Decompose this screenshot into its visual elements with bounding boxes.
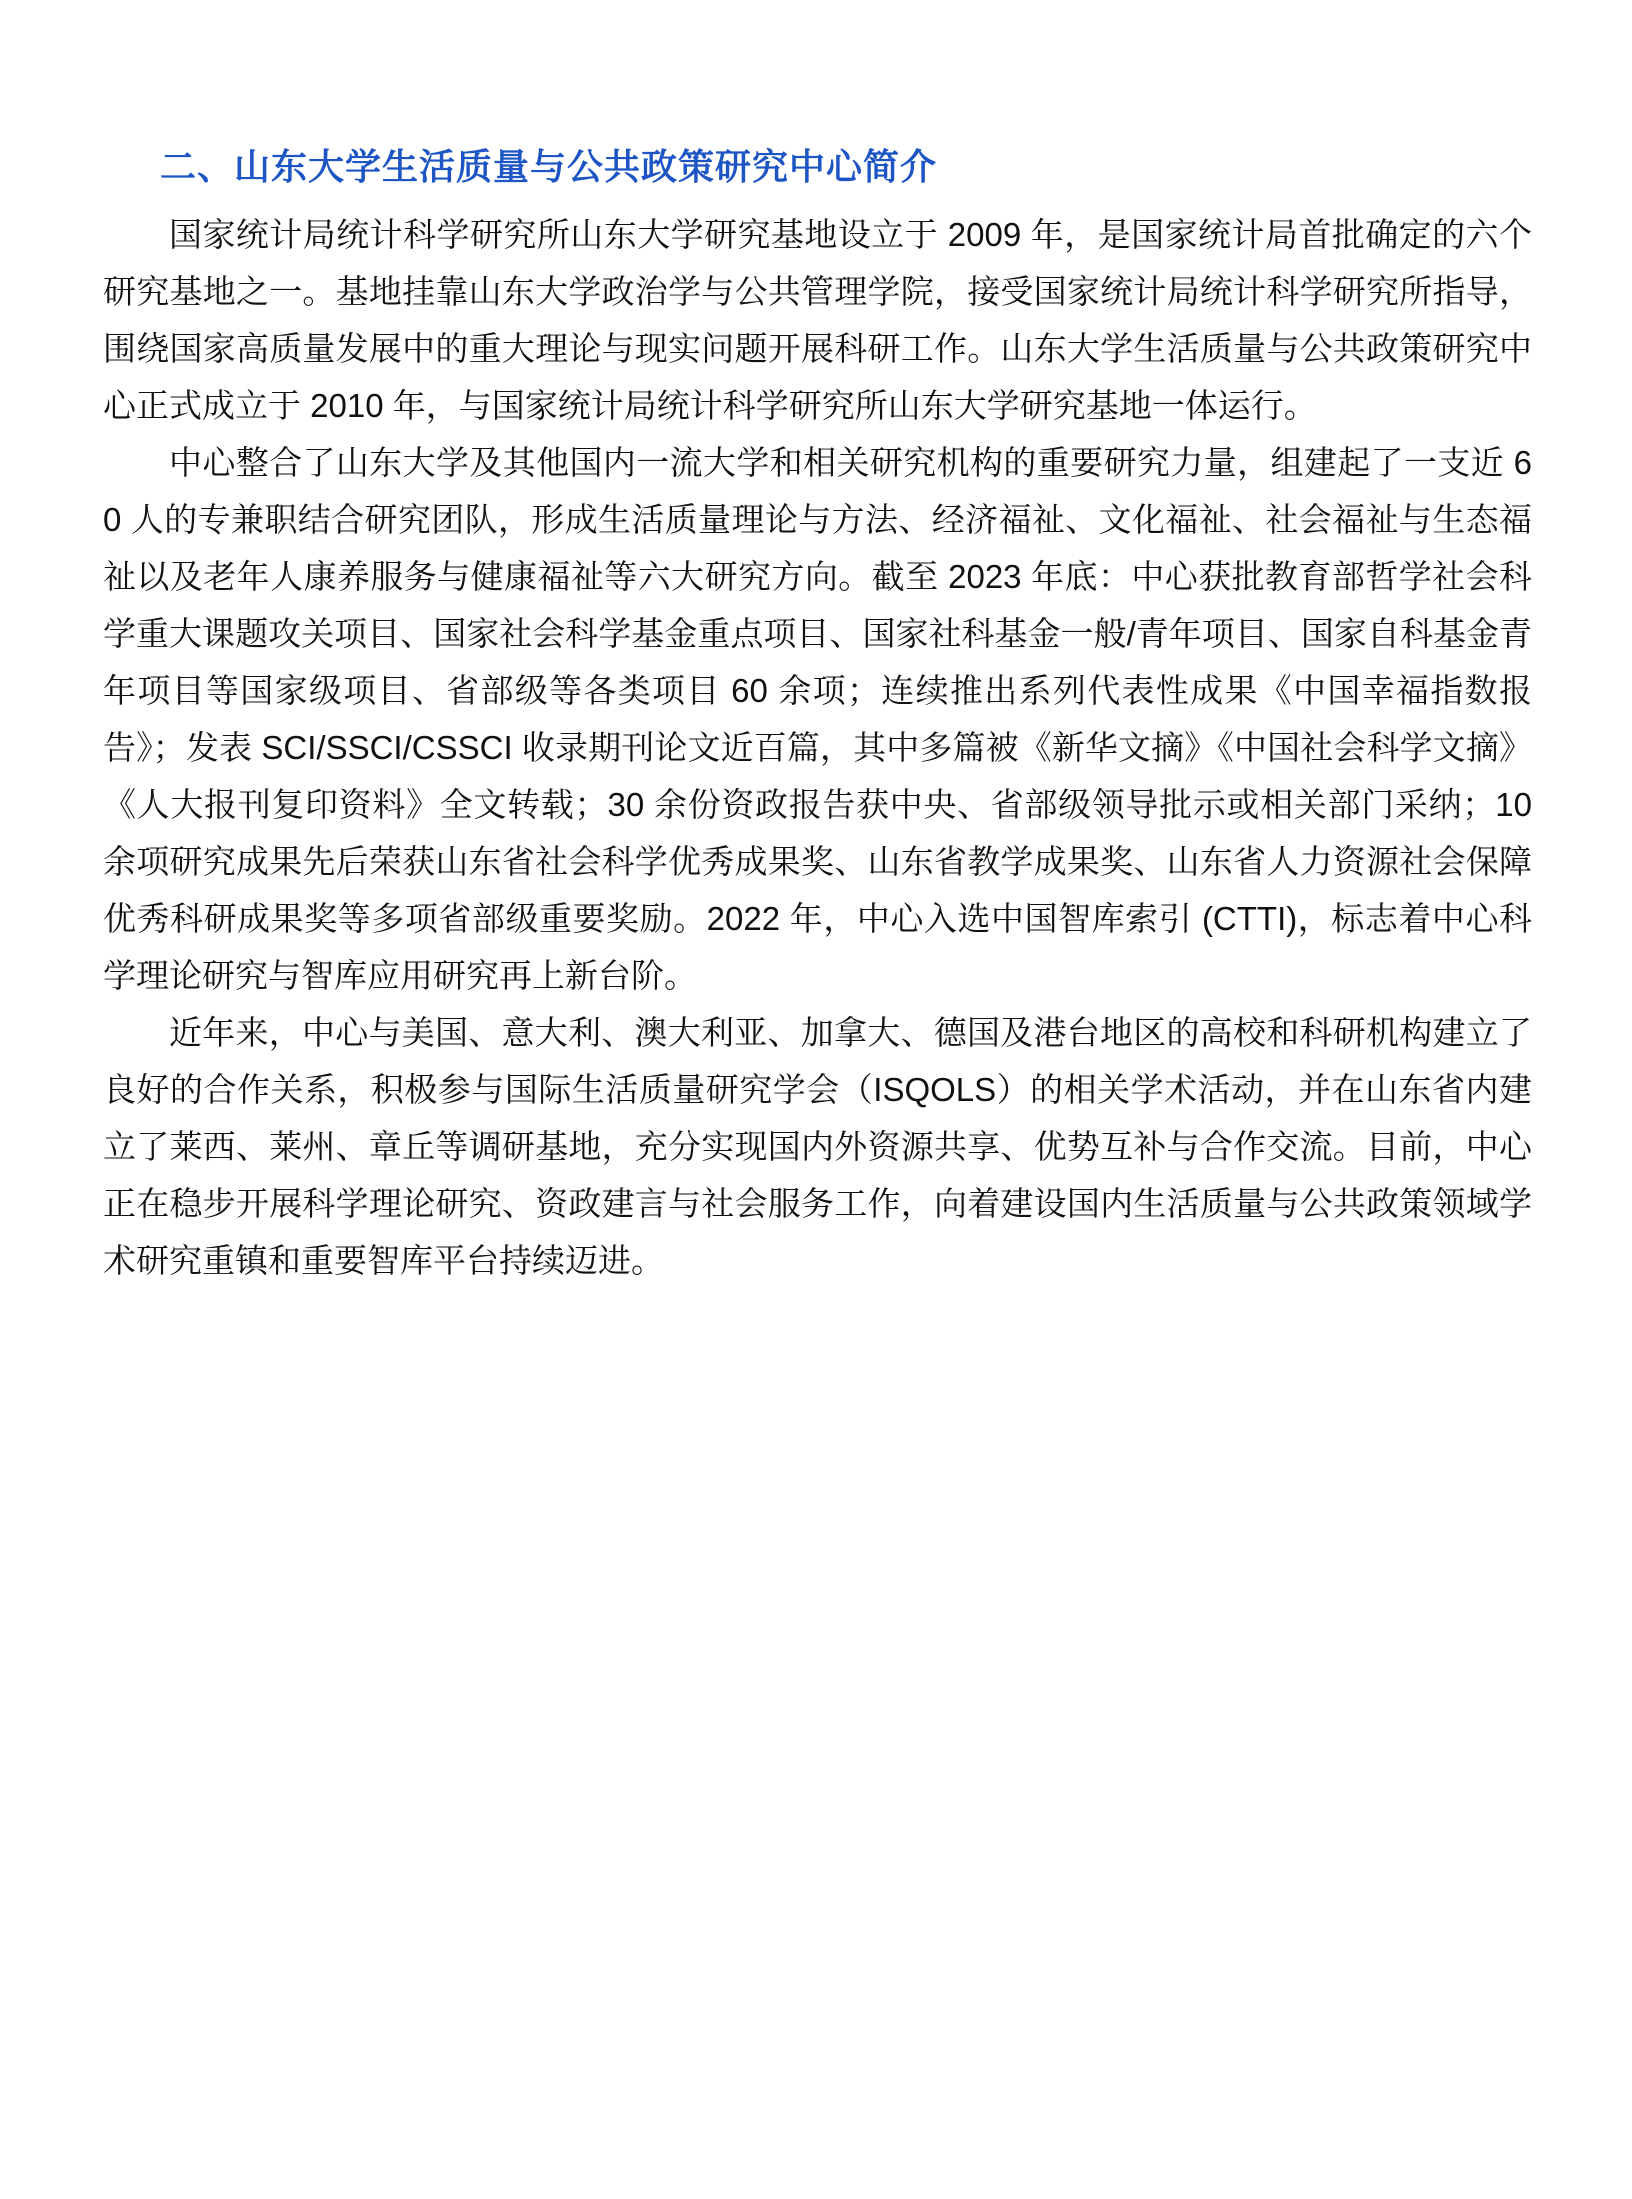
paragraph-center-founding: 国家统计局统计科学研究所山东大学研究基地设立于 2009 年，是国家统计局首批确定的六个研究基地之一。基地挂靠山东大学政治学与公共管理学院，接受国家统计局统计科学研究所指导，围绕国家高质量发展中的重大理论与现实问题开展科研工作。山东大学生活质量与公共政策研究中心正式成立于 2010 年，与国家统计局统计科学研究所山东大学研究基地一体运行。	[103, 216, 1532, 424]
paragraph-research-achievements: 中心整合了山东大学及其他国内一流大学和相关研究机构的重要研究力量，组建起了一支近 60 人的专兼职结合研究团队，形成生活质量理论与方法、经济福祉、文化福祉、社会福祉与生态福祉以及老年人康养服务与健康福祉等六大研究方向。截至 2023 年底：中心获批教育部哲学社会科学重大课题攻关项目、国家社会科学基金重点项目、国家社科基金一般/青年项目、国家自科基金青年项目等国家级项目、省部级等各类项目 60 余项；连续推出系列代表性成果《中国幸福指数报告》；发表 SCI/SSCI/CSSCI 收录期刊论文近百篇，其中多篇被《新华文摘》《中国社会科学文摘》《人大报刊复印资料》全文转载；30 余份资政报告获中央、省部级领导批示或相关部门采纳；10 余项研究成果先后荣获山东省社会科学优秀成果奖、山东省教学成果奖、山东省人力资源社会保障优秀科研成果奖等多项省部级重要奖励。2022 年，中心入选中国智库索引 (CTTI)，标志着中心科学理论研究与智库应用研究再上新台阶。	[103, 444, 1532, 994]
section-heading: 二、山东大学生活质量与公共政策研究中心简介	[160, 146, 938, 187]
document-content	[103, 138, 1532, 1289]
paragraph-international-cooperation: 近年来，中心与美国、意大利、澳大利亚、加拿大、德国及港台地区的高校和科研机构建立了良好的合作关系，积极参与国际生活质量研究学会（ISQOLS）的相关学术活动，并在山东省内建立了莱西、莱州、章丘等调研基地，充分实现国内外资源共享、优势互补与合作交流。目前，中心正在稳步开展科学理论研究、资政建言与社会服务工作，向着建设国内生活质量与公共政策领域学术研究重镇和重要智库平台持续迈进。	[103, 1014, 1532, 1279]
